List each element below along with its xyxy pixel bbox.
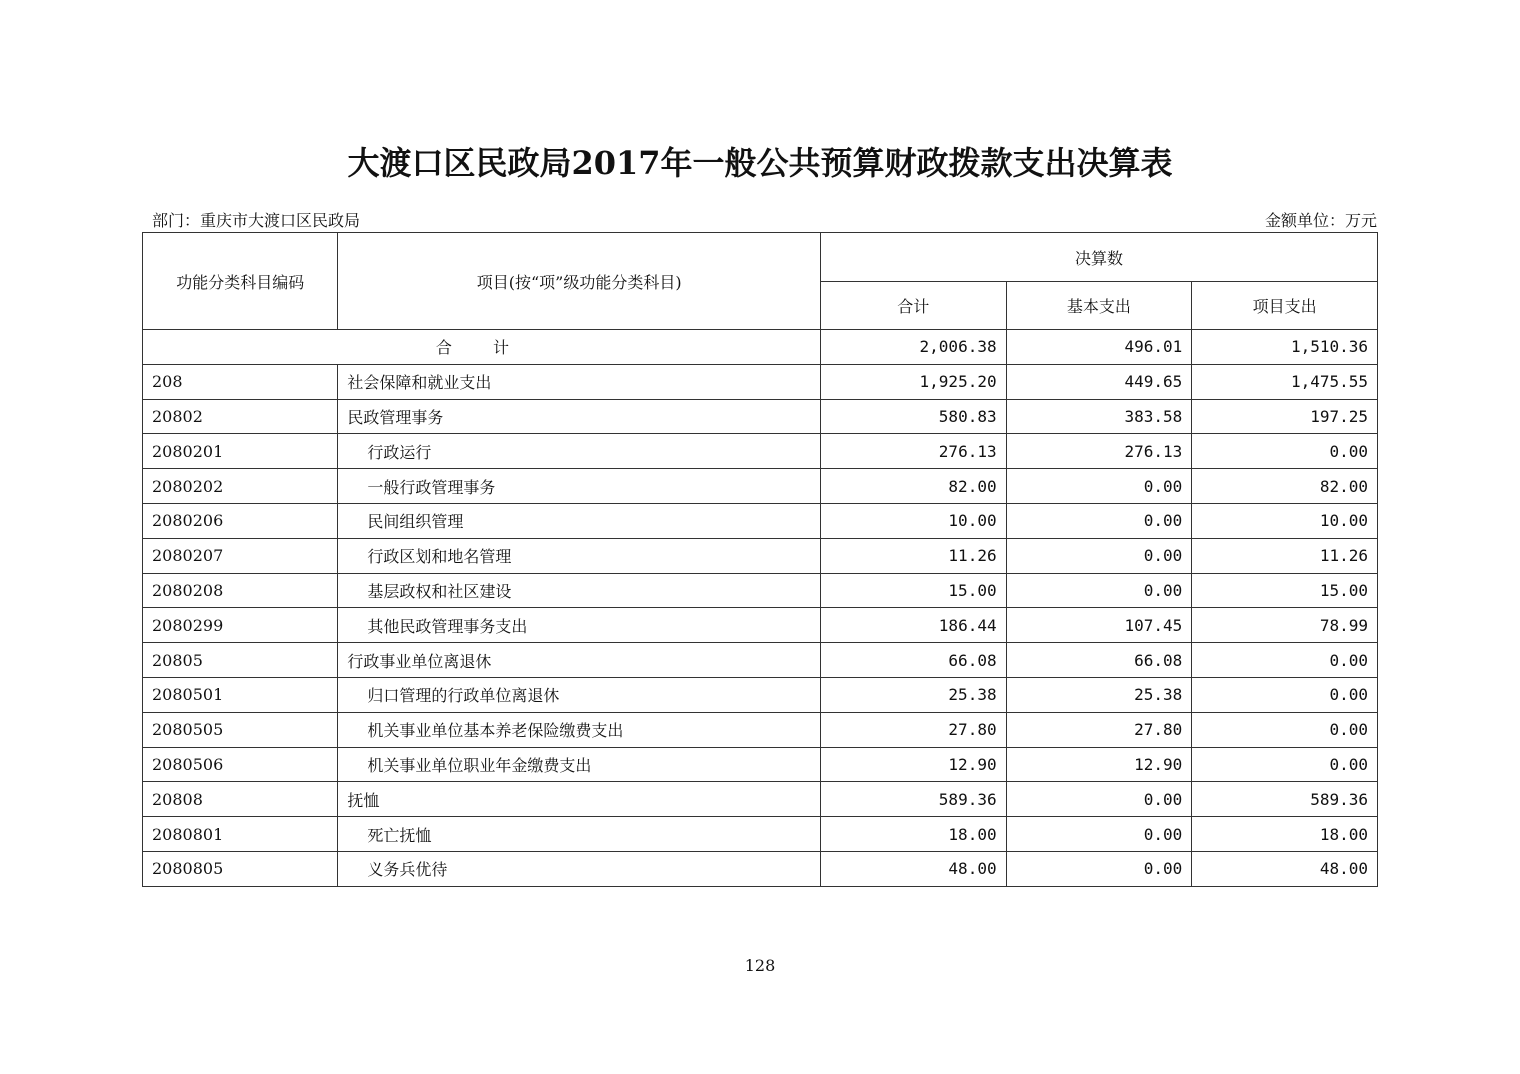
row-basic: 0.00 xyxy=(1006,538,1192,573)
row-project: 10.00 xyxy=(1192,503,1378,538)
row-project: 48.00 xyxy=(1192,851,1378,886)
row-total: 589.36 xyxy=(820,782,1006,817)
row-total: 186.44 xyxy=(820,608,1006,643)
row-basic: 27.80 xyxy=(1006,712,1192,747)
row-code: 2080505 xyxy=(143,712,338,747)
table-row xyxy=(143,643,1378,678)
header-total: 合计 xyxy=(820,282,1006,330)
row-basic: 0.00 xyxy=(1006,573,1192,608)
row-item-name: 行政事业单位离退休 xyxy=(338,643,821,678)
row-basic: 449.65 xyxy=(1006,364,1192,399)
table-row xyxy=(143,608,1378,643)
table-row xyxy=(143,851,1378,886)
header-group: 决算数 xyxy=(820,233,1377,282)
row-basic: 0.00 xyxy=(1006,817,1192,852)
row-code: 2080202 xyxy=(143,469,338,504)
row-project: 0.00 xyxy=(1192,677,1378,712)
row-code: 2080805 xyxy=(143,851,338,886)
row-basic: 107.45 xyxy=(1006,608,1192,643)
table-row xyxy=(143,538,1378,573)
total-row xyxy=(143,330,1378,365)
row-total: 580.83 xyxy=(820,399,1006,434)
row-project: 197.25 xyxy=(1192,399,1378,434)
row-total: 15.00 xyxy=(820,573,1006,608)
row-total: 18.00 xyxy=(820,817,1006,852)
row-project: 0.00 xyxy=(1192,434,1378,469)
row-basic: 0.00 xyxy=(1006,469,1192,504)
row-total: 48.00 xyxy=(820,851,1006,886)
page-number: 128 xyxy=(744,956,776,975)
row-project: 589.36 xyxy=(1192,782,1378,817)
row-code: 2080501 xyxy=(143,677,338,712)
header-basic: 基本支出 xyxy=(1006,282,1192,330)
row-basic: 276.13 xyxy=(1006,434,1192,469)
row-item-name: 民间组织管理 xyxy=(338,503,821,538)
table-row xyxy=(143,434,1378,469)
total-total: 2,006.38 xyxy=(820,330,1006,365)
row-total: 27.80 xyxy=(820,712,1006,747)
unit-label: 金额单位：万元 xyxy=(1264,211,1377,230)
row-code: 2080201 xyxy=(143,434,338,469)
table-header-row xyxy=(143,233,1378,282)
table-row xyxy=(143,399,1378,434)
row-code: 20805 xyxy=(143,643,338,678)
row-item-name: 抚恤 xyxy=(338,782,821,817)
row-total: 276.13 xyxy=(820,434,1006,469)
table-row xyxy=(143,364,1378,399)
row-project: 15.00 xyxy=(1192,573,1378,608)
table-row xyxy=(143,469,1378,504)
row-item-name: 归口管理的行政单位离退休 xyxy=(338,677,821,712)
header-code: 功能分类科目编码 xyxy=(143,233,338,330)
row-basic: 0.00 xyxy=(1006,782,1192,817)
table-row xyxy=(143,573,1378,608)
row-code: 2080506 xyxy=(143,747,338,782)
row-code: 2080206 xyxy=(143,503,338,538)
row-project: 11.26 xyxy=(1192,538,1378,573)
row-basic: 0.00 xyxy=(1006,851,1192,886)
row-total: 12.90 xyxy=(820,747,1006,782)
row-code: 2080208 xyxy=(143,573,338,608)
table-row xyxy=(143,712,1378,747)
row-code: 2080801 xyxy=(143,817,338,852)
total-label: 合 计 xyxy=(143,330,821,365)
row-basic: 66.08 xyxy=(1006,643,1192,678)
row-code: 2080299 xyxy=(143,608,338,643)
row-total: 82.00 xyxy=(820,469,1006,504)
row-project: 18.00 xyxy=(1192,817,1378,852)
header-project: 项目支出 xyxy=(1192,282,1378,330)
table-row xyxy=(143,817,1378,852)
row-item-name: 其他民政管理事务支出 xyxy=(338,608,821,643)
row-item-name: 义务兵优待 xyxy=(338,851,821,886)
row-project: 0.00 xyxy=(1192,643,1378,678)
row-basic: 12.90 xyxy=(1006,747,1192,782)
row-item-name: 机关事业单位职业年金缴费支出 xyxy=(338,747,821,782)
row-project: 1,475.55 xyxy=(1192,364,1378,399)
row-total: 11.26 xyxy=(820,538,1006,573)
row-total: 10.00 xyxy=(820,503,1006,538)
row-item-name: 民政管理事务 xyxy=(338,399,821,434)
department-label: 部门：重庆市大渡口区民政局 xyxy=(152,211,361,230)
row-total: 66.08 xyxy=(820,643,1006,678)
total-basic: 496.01 xyxy=(1006,330,1192,365)
row-item-name: 行政区划和地名管理 xyxy=(338,538,821,573)
row-code: 2080207 xyxy=(143,538,338,573)
row-project: 78.99 xyxy=(1192,608,1378,643)
row-item-name: 社会保障和就业支出 xyxy=(338,364,821,399)
budget-table xyxy=(142,232,1378,887)
row-project: 82.00 xyxy=(1192,469,1378,504)
row-code: 20802 xyxy=(143,399,338,434)
document-title: 大渡口区民政局2017年一般公共预算财政拨款支出决算表 xyxy=(347,144,1173,182)
table-row xyxy=(143,677,1378,712)
row-total: 25.38 xyxy=(820,677,1006,712)
row-item-name: 死亡抚恤 xyxy=(338,817,821,852)
total-project: 1,510.36 xyxy=(1192,330,1378,365)
row-item-name: 机关事业单位基本养老保险缴费支出 xyxy=(338,712,821,747)
row-project: 0.00 xyxy=(1192,747,1378,782)
table-row xyxy=(143,747,1378,782)
row-item-name: 一般行政管理事务 xyxy=(338,469,821,504)
row-basic: 383.58 xyxy=(1006,399,1192,434)
row-item-name: 基层政权和社区建设 xyxy=(338,573,821,608)
table-row xyxy=(143,503,1378,538)
header-item: 项目(按“项”级功能分类科目) xyxy=(338,233,821,330)
table-row xyxy=(143,782,1378,817)
row-total: 1,925.20 xyxy=(820,364,1006,399)
row-code: 208 xyxy=(143,364,338,399)
row-item-name: 行政运行 xyxy=(338,434,821,469)
row-basic: 25.38 xyxy=(1006,677,1192,712)
row-basic: 0.00 xyxy=(1006,503,1192,538)
row-project: 0.00 xyxy=(1192,712,1378,747)
row-code: 20808 xyxy=(143,782,338,817)
